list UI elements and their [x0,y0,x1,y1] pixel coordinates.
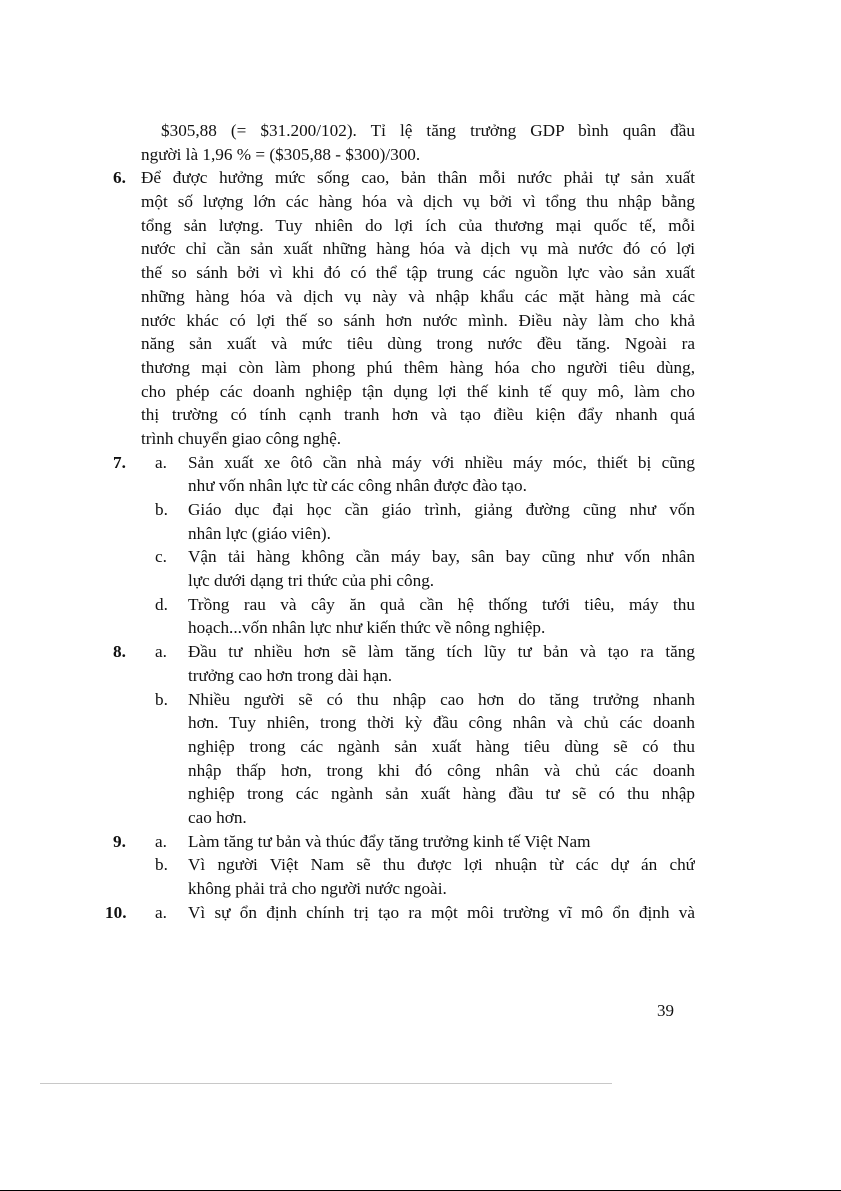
item-number: 10. [105,902,127,922]
sub-item-letter: b. [155,689,168,709]
line-text: nhập thấp hơn, trong khi đó công nhân và chủ các doanh [188,760,695,780]
line-text: một số lượng lớn các hàng hóa và dịch vụ bởi vì tổng thu nhập bằng [141,192,695,212]
line-text: nghiệp trong các ngành sản xuất hàng tiêu dùng sẽ có thu [188,736,695,756]
line-text: Đầu tư nhiều hơn sẽ làm tăng tích lũy tư bản và tạo ra tăng [188,642,695,662]
text-line [113,190,695,214]
line-text: những hàng hóa và dịch vụ này và nhập khẩu các mặt hàng mà các [141,286,695,306]
text-line [113,711,695,735]
text-line [113,451,695,475]
line-text: nhân lực (giáo viên). [188,523,331,543]
line-text: Làm tăng tư bản và thúc đẩy tăng trưởng kinh tế Việt Nam [188,831,591,851]
item-number: 9. [113,831,126,851]
text-line [113,545,695,569]
text-line [113,166,695,190]
sub-item-letter: b. [155,500,168,519]
text-line [113,664,695,688]
item-number: 6. [113,168,126,188]
text-line [113,285,695,309]
line-text: nghiệp trong các ngành sản xuất hàng đầu tư sẽ có thu nhập [188,784,695,804]
text-line [113,403,695,427]
text-line [113,522,695,546]
text-line [113,356,695,380]
text-line [113,782,695,806]
line-text: thị trường có tính cạnh tranh hơn và tạo điều kiện đẩy nhanh quá [141,405,695,425]
text-line [113,309,695,333]
item-number: 7. [113,452,126,472]
line-text: Vì người Việt Nam sẽ thu được lợi nhuận từ các dự án chứ [188,855,695,875]
text-line [105,901,695,925]
line-text: trưởng cao hơn trong dài hạn. [188,665,393,685]
sub-item-letter: a. [155,902,167,922]
line-text: nước khác có lợi thế so sánh hơn nước mình. Điều này làm cho khả [141,310,695,330]
line-text: hơn. Tuy nhiên, trong thời kỳ đầu công nhân và chủ các doanh [188,713,695,733]
text-line [113,119,695,143]
text-line [113,380,695,404]
text-line [113,640,695,664]
text-line [113,143,695,167]
text-line [113,427,695,451]
text-line [113,569,695,593]
sub-item-letter: a. [155,831,167,851]
line-text: Trồng rau và cây ăn quả cần hệ thống tưới tiêu, máy thu [188,594,695,614]
line-text: Nhiều người sẽ có thu nhập cao hơn do tăng trưởng nhanh [188,689,695,709]
text-line [113,877,695,901]
line-text: hoạch...vốn nhân lực như kiến thức về nông nghiệp. [188,618,546,638]
line-text: Giáo dục đại học cần giáo trình, giảng đường cũng như vốn [188,500,695,519]
text-line [113,214,695,238]
text-line [113,332,695,356]
text-line [113,261,695,285]
line-text: như vốn nhân lực từ các công nhân được đào tạo. [188,476,527,496]
text-line [113,735,695,759]
text-line [113,616,695,640]
line-text: cao hơn. [188,807,247,827]
line-text: $305,88 (= $31.200/102). Tỉ lệ tăng trưởng GDP bình quân đầu [161,121,695,140]
line-text: Sản xuất xe ôtô cần nhà máy với nhiều máy móc, thiết bị cũng [188,452,695,472]
line-text: trình chuyển giao công nghệ. [141,428,341,448]
sub-item-letter: c. [155,547,167,567]
footer-rule [40,1083,612,1084]
line-text: không phải trả cho người nước ngoài. [188,879,447,898]
text-line [113,237,695,261]
sub-item-letter: b. [155,855,168,875]
page-number: 39 [657,1001,674,1020]
line-text: tổng sản lượng. Tuy nhiên do lợi ích của thương mại quốc tế, mỗi [141,215,695,235]
line-text: thương mại còn làm phong phú thêm hàng hóa cho người tiêu dùng, [141,357,695,377]
text-line [113,806,695,830]
line-text: người là 1,96 % = ($305,88 - $300)/300. [141,144,421,164]
text-line [113,853,695,877]
body-text [105,119,695,924]
text-line [113,688,695,712]
line-text: Vận tải hàng không cần máy bay, sân bay cũng như vốn nhân [188,547,695,567]
item-number: 8. [113,642,126,662]
line-text: Vì sự ổn định chính trị tạo ra một môi trường vĩ mô ổn định và [188,902,695,922]
line-text: thế so sánh bởi vì khi đó có thể tập trung các nguồn lực vào sản xuất [141,263,695,283]
line-text: năng sản xuất và mức tiêu dùng trong nước đều tăng. Ngoài ra [141,334,695,354]
text-line [113,474,695,498]
text-line [113,498,695,522]
text-line [113,759,695,783]
sub-item-letter: a. [155,642,167,662]
sub-item-letter: d. [155,594,168,614]
line-text: cho phép các doanh nghiệp tận dụng lợi thế kinh tế quy mô, làm cho [141,381,695,401]
text-line [113,593,695,617]
text-line [113,830,695,854]
sub-item-letter: a. [155,452,167,472]
line-text: lực dưới dạng tri thức của phi công. [188,571,435,591]
line-text: Để được hưởng mức sống cao, bản thân mỗi nước phải tự sản xuất [141,168,695,188]
line-text: nước chỉ cần sản xuất những hàng hóa và dịch vụ mà nước đó có lợi [141,239,695,259]
